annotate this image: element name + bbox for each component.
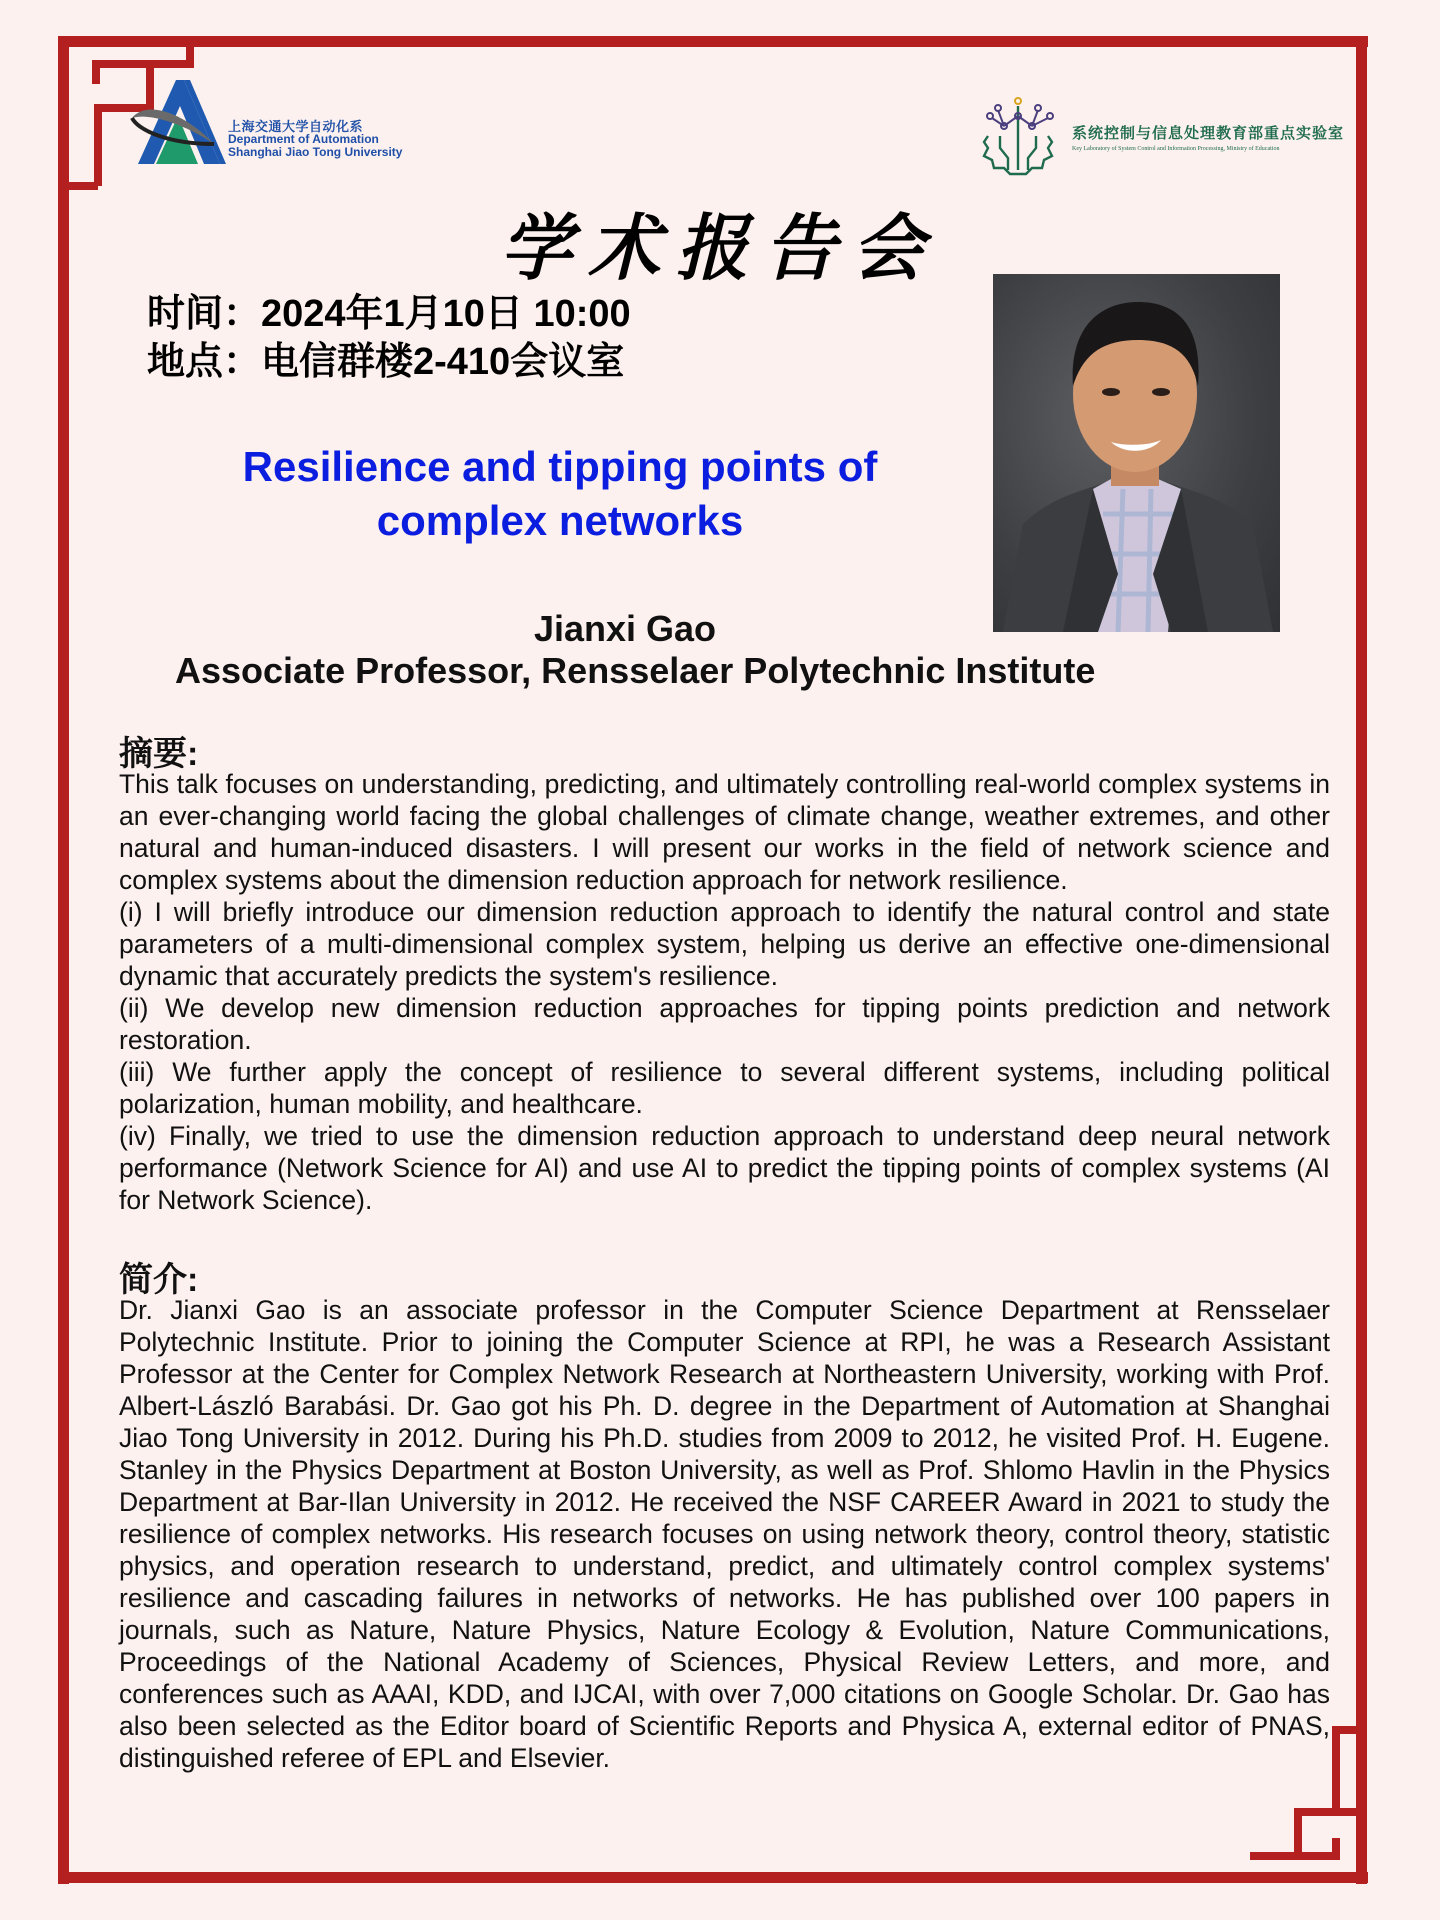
key-lab-logo xyxy=(978,96,1358,186)
speaker-name: Jianxi Gao xyxy=(533,608,717,649)
talk-title xyxy=(170,440,950,548)
sjtu-a-logo-icon xyxy=(128,78,228,166)
bio-body xyxy=(119,1294,1330,1774)
speaker-affiliation: Associate Professor, Rensselaer Polytechnic Institute xyxy=(175,650,1096,691)
event-meta xyxy=(147,290,631,386)
abstract-paragraph: (ii) We develop new dimension reduction approaches for tipping points prediction and network restoration. xyxy=(119,993,1330,1055)
frame-left xyxy=(58,36,69,1884)
key-lab-cn: 系统控制与信息处理教育部重点实验室 xyxy=(1072,125,1345,142)
abstract-paragraph: This talk focuses on understanding, predicting, and ultimately controlling real-world complex systems in an ever-changing world facing the global challenges of climate change, weather extremes, and other natural and human-induced disasters. I will present our works in the field of network science and complex systems about the dimension reduction approach for network resilience. xyxy=(119,769,1330,895)
speaker-photo xyxy=(993,274,1280,632)
poster-title: 学术报告会 xyxy=(499,205,940,290)
sjtu-logo-cn: 上海交通大学自动化系 xyxy=(228,119,364,134)
key-lab-en: Key Laboratory of System Control and Information Processing, Ministry of Education xyxy=(1072,146,1280,152)
frame-top xyxy=(58,36,1368,47)
frame-bottom xyxy=(58,1872,1368,1883)
abstract-paragraph: (iv) Finally, we tried to use the dimension reduction approach to understand deep neural network performance (Network Science for AI) and use AI to predict the tipping points of complex systems (AI for Network Science). xyxy=(119,1121,1330,1215)
sjtu-logo-en-2: Shanghai Jiao Tong University xyxy=(228,145,403,159)
frame-right xyxy=(1356,36,1367,1884)
abstract-paragraph: (i) I will briefly introduce our dimension reduction approach to identify the natural control and state parameters of a multi-dimensional complex system, helping us derive an effective one-dimensional dynamic that accurately predicts the system's resilience. xyxy=(119,897,1330,991)
event-location: 地点：电信群楼2-410会议室 xyxy=(147,341,625,383)
speaker-portrait-icon xyxy=(993,274,1280,632)
talk-title-line-2: complex networks xyxy=(376,497,744,544)
abstract-paragraph: (iii) We further apply the concept of resilience to several different systems, including political polarization, human mobility, and healthcare. xyxy=(119,1057,1330,1119)
circuit-gear-icon xyxy=(978,96,1058,178)
sjtu-automation-logo xyxy=(128,78,428,168)
talk-title-line-1: Resilience and tipping points of xyxy=(242,443,878,490)
sjtu-logo-en-1: Department of Automation xyxy=(228,132,379,146)
bio-paragraph: Dr. Jianxi Gao is an associate professor in the Computer Science Department at Rensselaer Polytechnic Institute. Prior to joining the Computer Science at RPI, he was a Research Assistant Professor at the Center for Complex Network Research at Northeastern University, working with Prof. Albert-László Barabási. Dr. Gao got his Ph. D. degree in the Department of Automation at Shanghai Jiao Tong University in 2012. During his Ph.D. studies from 2009 to 2012, he visited Prof. H. Eugene. Stanley in the Physics Department at Boston University, as well as Prof. Shlomo Havlin in the Physics Department at Bar-Ilan University in 2012. He received the NSF CAREER Award in 2021 to study the resilience of complex networks. His research focuses on using network theory, control theory, statistic physics, and operation research to understand, predict, and ultimately control complex systems' resilience and cascading failures in networks of networks. He has published over 100 papers in journals, such as Nature, Nature Physics, Nature Ecology & Evolution, Nature Communications, Proceedings of the National Academy of Sciences, Physical Review Letters, and more, and conferences such as AAAI, KDD, and IJCAI, with over 7,000 citations on Google Scholar. Dr. Gao has also been selected as the Editor board of Scientific Reports and Physica A, external editor of PNAS, distinguished referee of EPL and Elsevier. xyxy=(119,1295,1330,1773)
abstract-heading: 摘要: xyxy=(119,735,199,773)
bio-heading: 简介: xyxy=(119,1261,199,1299)
abstract-body xyxy=(119,768,1330,1216)
event-time: 时间：2024年1月10日 10:00 xyxy=(147,293,631,335)
